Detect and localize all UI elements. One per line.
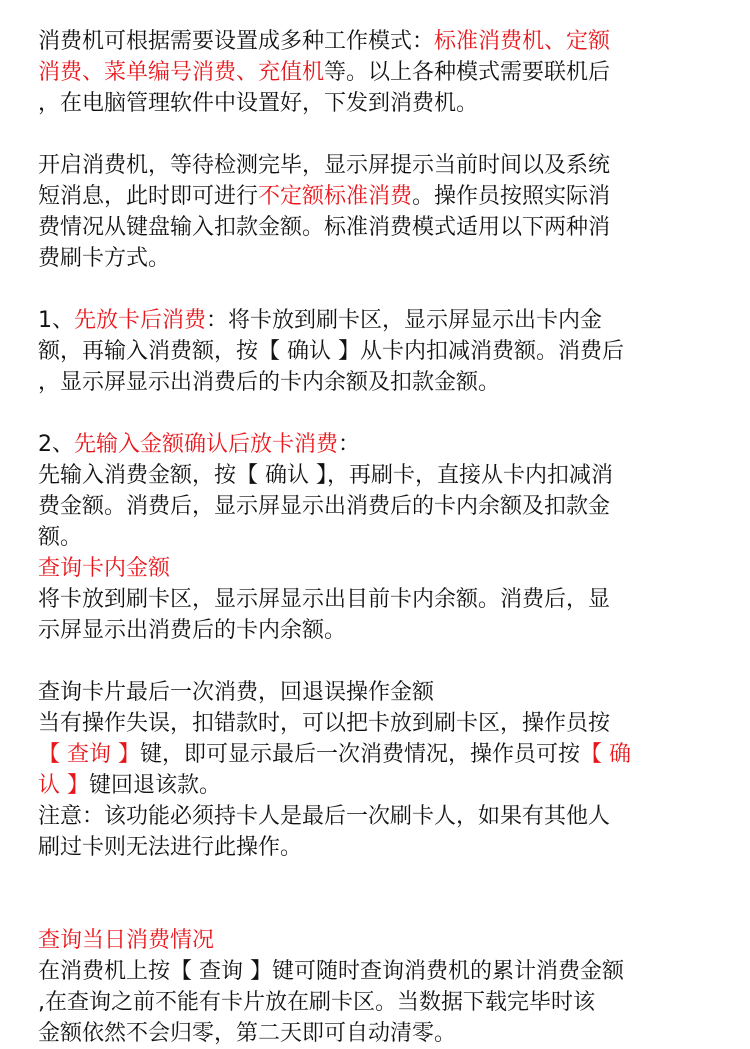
highlighted-text: 消费、菜单编号消费、充值机 xyxy=(38,60,325,85)
highlighted-text: 【 确 xyxy=(580,742,632,767)
text-line xyxy=(38,429,700,460)
body-text: ，显示屏显示出消费后的卡内余额及扣款金额。 xyxy=(38,370,501,395)
body-text: 1、 xyxy=(38,308,74,333)
highlighted-text: 先放卡后消费 xyxy=(74,308,207,333)
text-line xyxy=(38,181,700,212)
highlighted-text: 【 查询 】 xyxy=(38,742,140,767)
body-text: 键回退该款。 xyxy=(89,773,222,798)
highlighted-text: 查询卡内金额 xyxy=(38,556,171,581)
text-line xyxy=(38,88,700,119)
text-line xyxy=(38,677,700,708)
paragraph-spacer xyxy=(38,863,750,894)
body-text: 等。以上各种模式需要联机后 xyxy=(324,60,611,85)
text-line xyxy=(38,491,700,522)
text-paragraph xyxy=(38,150,700,274)
body-text: 将卡放到刷卡区，显示屏显示出目前卡内余额。消费后，显 xyxy=(38,587,611,612)
text-line xyxy=(38,584,700,615)
body-text: 开启消费机，等待检测完毕，显示屏提示当前时间以及系统 xyxy=(38,153,611,178)
text-line xyxy=(38,57,700,88)
text-line xyxy=(38,26,700,57)
text-line xyxy=(38,336,700,367)
body-text: 刷过卡则无法进行此操作。 xyxy=(38,835,303,860)
body-text: 示屏显示出消费后的卡内余额。 xyxy=(38,618,347,643)
text-line xyxy=(38,460,700,491)
body-text: 当有操作失误，扣错款时，可以把卡放到刷卡区，操作员按 xyxy=(38,711,611,736)
body-text: 查询卡片最后一次消费，回退误操作金额 xyxy=(38,680,435,705)
text-line xyxy=(38,150,700,181)
text-line xyxy=(38,925,700,956)
text-line xyxy=(38,832,700,863)
body-text: 额。 xyxy=(38,525,83,550)
text-line xyxy=(38,243,700,274)
body-text: 注意：该功能必须持卡人是最后一次刷卡人，如果有其他人 xyxy=(38,804,611,829)
text-paragraph xyxy=(38,925,700,1049)
body-text: ： xyxy=(338,432,361,457)
highlighted-text: 查询当日消费情况 xyxy=(38,928,215,953)
body-text: 键，即可显示最后一次消费情况，操作员可按 xyxy=(140,742,581,767)
text-line xyxy=(38,739,700,770)
body-text: 。操作员按照实际消 xyxy=(412,184,611,209)
text-line xyxy=(38,553,700,584)
body-text: 费情况从键盘输入扣款金额。标准消费模式适用以下两种消 xyxy=(38,215,611,240)
paragraph-spacer xyxy=(38,646,750,677)
text-paragraph xyxy=(38,305,700,398)
text-line xyxy=(38,801,700,832)
body-text: 在消费机上按【 查询 】键可随时查询消费机的累计消费金额 xyxy=(38,959,624,984)
text-line xyxy=(38,1018,700,1049)
highlighted-text: 认 】 xyxy=(38,773,89,798)
highlighted-text: 不定额标准消费 xyxy=(258,184,413,209)
body-text: 2、 xyxy=(38,432,74,457)
text-line xyxy=(38,956,700,987)
text-line xyxy=(38,522,700,553)
paragraph-spacer xyxy=(38,398,750,429)
body-text: ,在查询之前不能有卡片放在刷卡区。当数据下载完毕时该 xyxy=(38,990,595,1015)
text-paragraph xyxy=(38,677,700,863)
text-line xyxy=(38,708,700,739)
text-paragraph xyxy=(38,429,700,646)
body-text: 额，再输入消费额，按【 确认 】从卡内扣减消费额。消费后 xyxy=(38,339,624,364)
body-text: 消费机可根据需要设置成多种工作模式： xyxy=(38,29,435,54)
paragraph-spacer xyxy=(38,119,750,150)
body-text: 先输入消费金额，按【 确认 】，再刷卡，直接从卡内扣减消 xyxy=(38,463,613,488)
body-text: 费刷卡方式。 xyxy=(38,246,171,271)
text-line xyxy=(38,212,700,243)
text-line xyxy=(38,305,700,336)
paragraph-spacer xyxy=(38,274,750,305)
highlighted-text: 先输入金额确认后放卡消费 xyxy=(74,432,339,457)
body-text: 短消息，此时即可进行 xyxy=(38,184,259,209)
text-line xyxy=(38,615,700,646)
body-text: ：将卡放到刷卡区，显示屏显示出卡内金 xyxy=(206,308,603,333)
text-line xyxy=(38,367,700,398)
body-text: 费金额。消费后，显示屏显示出消费后的卡内余额及扣款金 xyxy=(38,494,611,519)
highlighted-text: 标准消费机、定额 xyxy=(434,29,611,54)
body-text: ，在电脑管理软件中设置好，下发到消费机。 xyxy=(38,91,479,116)
text-line xyxy=(38,987,700,1018)
paragraph-spacer xyxy=(38,894,750,925)
text-paragraph xyxy=(38,26,700,119)
body-text: 金额依然不会归零，第二天即可自动清零。 xyxy=(38,1021,457,1046)
text-line xyxy=(38,770,700,801)
